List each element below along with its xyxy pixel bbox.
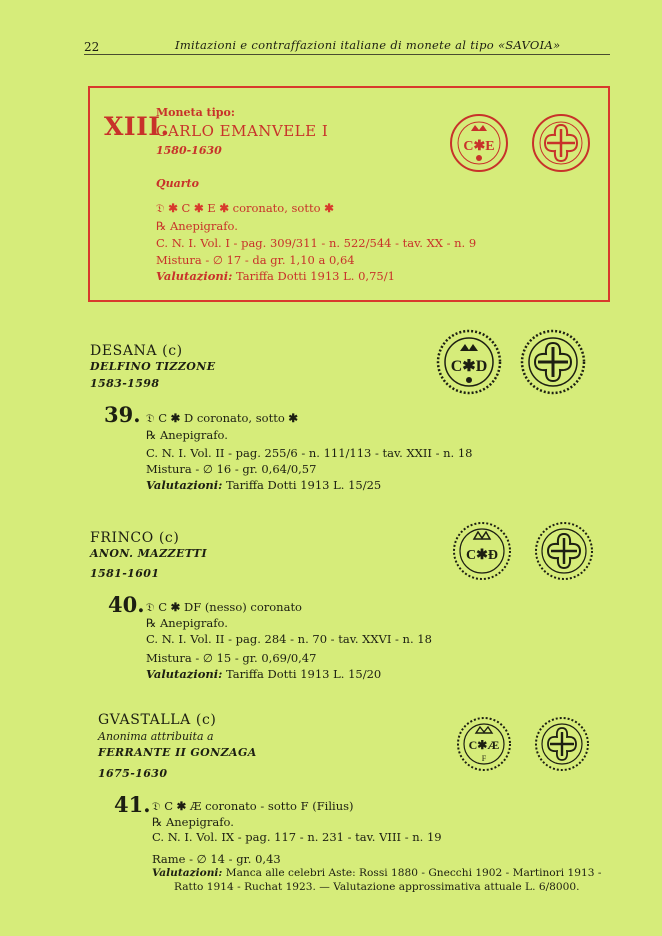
entry-41-valuation-1: Manca alle celebri Aste: Rossi 1880 - Gnecchi 1902 - Martinori 1913 - <box>225 867 602 879</box>
type-obverse-letter-c: C <box>181 201 191 215</box>
entry-40-valuation-label: Valutazioni: <box>146 667 223 681</box>
entry-40-reverse-line <box>146 616 228 630</box>
entry-40-obverse-coin-icon <box>452 521 512 581</box>
type-label: Moneta tipo: <box>156 106 235 119</box>
type-obverse-letter-e: E <box>207 201 216 215</box>
type-obverse-line <box>156 201 334 216</box>
entry-41-reverse-coin-icon <box>534 716 590 772</box>
entry-39-valuation-label: Valutazioni: <box>146 478 223 492</box>
rosette-icon: ✱ <box>193 201 204 215</box>
entry-40-obverse: DF (nesso) coronato <box>183 600 302 614</box>
obverse-mark-icon: 𝔇 <box>152 799 161 813</box>
entry-39-dates: 1583-1598 <box>90 377 160 390</box>
entry-41-valuation-2: Ratto 1914 - Ruchat 1923. — Valutazione approssimativa attuale L. 6/8000. <box>174 881 580 893</box>
obverse-mark-icon: 𝔇 <box>156 201 165 215</box>
entry-40-valuation: Tariffa Dotti 1913 L. 15/20 <box>226 667 382 681</box>
entry-41-valuation-line <box>152 867 601 879</box>
entry-40-metal: Mistura - ∅ 15 - gr. 0,69/0,47 <box>146 651 317 665</box>
reverse-mark-icon: ℞ <box>146 428 157 442</box>
rosette-icon: ✱ <box>176 799 187 813</box>
entry-39-valuation-line <box>146 478 381 492</box>
entry-41-obverse-line: 𝔇 C ✱ Æ coronato - sotto F (Filius) <box>152 799 354 813</box>
rosette-icon: ✱ <box>324 201 334 215</box>
type-obverse-coin-icon <box>449 113 509 173</box>
rosette-icon: ✱ <box>168 201 178 215</box>
entry-41-obverse: Æ coronato - sotto F (Filius) <box>189 799 354 813</box>
entry-41-metal: Rame - ∅ 14 - gr. 0,43 <box>152 852 281 866</box>
obverse-mark-icon: 𝔇 <box>146 411 155 425</box>
rosette-icon: ✱ <box>170 600 181 614</box>
rosette-icon: ✱ <box>219 201 229 215</box>
entry-41-valuation-label: Valutazioni: <box>152 867 223 879</box>
svg-text:C✱D: C✱D <box>450 358 488 375</box>
entry-39-reverse-coin-icon <box>520 329 586 395</box>
entry-41-lord: FERRANTE II GONZAGA <box>98 746 257 759</box>
type-reverse-coin-icon <box>531 113 591 173</box>
entry-41-mint: GVASTALLA (c) <box>98 712 217 728</box>
entry-40-cni: C. N. I. Vol. II - pag. 284 - n. 70 - tav. XXVI - n. 18 <box>146 632 432 646</box>
entry-40-reverse: Anepigrafo. <box>159 616 228 630</box>
type-roman-numeral: XIII. <box>104 112 170 141</box>
reverse-mark-icon: ℞ <box>156 219 167 233</box>
entry-39-reverse: Anepigrafo. <box>159 428 228 442</box>
type-valuation: Tariffa Dotti 1913 L. 0,75/1 <box>236 269 395 283</box>
reverse-mark-icon: ℞ <box>146 616 157 630</box>
type-ruler: CARLO EMANVELE I <box>156 122 329 140</box>
type-valuation-line <box>156 269 395 283</box>
entry-39-reverse-line <box>146 428 228 442</box>
svg-text:C✱E: C✱E <box>463 139 495 154</box>
reverse-mark-icon: ℞ <box>152 815 163 829</box>
entry-40-valuation-line <box>146 667 381 681</box>
page-number: 22 <box>84 40 100 54</box>
rosette-icon: ✱ <box>170 411 181 425</box>
entry-39-metal: Mistura - ∅ 16 - gr. 0,64/0,57 <box>146 462 317 476</box>
rosette-icon: ✱ <box>288 411 299 425</box>
header-rule <box>84 54 610 55</box>
entry-40-number: 40. <box>108 592 145 617</box>
type-valuation-label: Valutazioni: <box>156 269 233 283</box>
type-dates: 1580-1630 <box>156 144 222 157</box>
entry-40-lord: ANON. MAZZETTI <box>90 547 208 560</box>
entry-39-cni: C. N. I. Vol. II - pag. 255/6 - n. 111/113 - tav. XXII - n. 18 <box>146 446 473 460</box>
entry-41-lord-note: Anonima attribuita a <box>98 730 214 743</box>
entry-39-mint: DESANA (c) <box>90 343 183 359</box>
entry-39-obverse-coin-icon <box>436 329 502 395</box>
entry-39-number: 39. <box>104 402 141 427</box>
entry-40-mint: FRINCO (c) <box>90 530 180 546</box>
type-metal: Mistura - ∅ 17 - da gr. 1,10 a 0,64 <box>156 253 355 267</box>
type-cni: C. N. I. Vol. I - pag. 309/311 - n. 522/544 - tav. XX - n. 9 <box>156 236 477 250</box>
entry-39-lord: DELFINO TIZZONE <box>90 360 216 373</box>
running-title: Imitazioni e contraffazioni italiane di monete al tipo «SAVOIA» <box>175 38 561 52</box>
entry-41-reverse: Anepigrafo. <box>165 815 234 829</box>
entry-41-reverse-line <box>152 815 234 829</box>
type-reverse-line <box>156 219 238 233</box>
entry-41-cni: C. N. I. Vol. IX - pag. 117 - n. 231 - tav. VIII - n. 19 <box>152 830 442 844</box>
entry-40-reverse-coin-icon <box>534 521 594 581</box>
type-reverse-text: Anepigrafo. <box>169 219 238 233</box>
type-denomination: Quarto <box>156 177 199 190</box>
entry-41-number: 41. <box>114 792 151 817</box>
type-obverse-text: coronato, sotto <box>232 201 321 215</box>
obverse-mark-icon: 𝔇 <box>146 600 155 614</box>
entry-39-obverse-line: 𝔇 C ✱ D coronato, sotto ✱ <box>146 411 299 425</box>
entry-39-valuation: Tariffa Dotti 1913 L. 15/25 <box>226 478 382 492</box>
entry-40-obverse-line: 𝔇 C ✱ DF (nesso) coronato <box>146 600 302 614</box>
entry-39-obverse: D coronato, sotto <box>183 411 285 425</box>
entry-41-dates: 1675-1630 <box>98 767 168 780</box>
svg-text:C✱Ð: C✱Ð <box>466 548 498 563</box>
entry-41-obverse-coin-icon <box>456 716 512 772</box>
svg-text:F: F <box>481 754 487 763</box>
svg-text:C✱Æ: C✱Æ <box>468 738 500 752</box>
entry-40-dates: 1581-1601 <box>90 567 160 580</box>
